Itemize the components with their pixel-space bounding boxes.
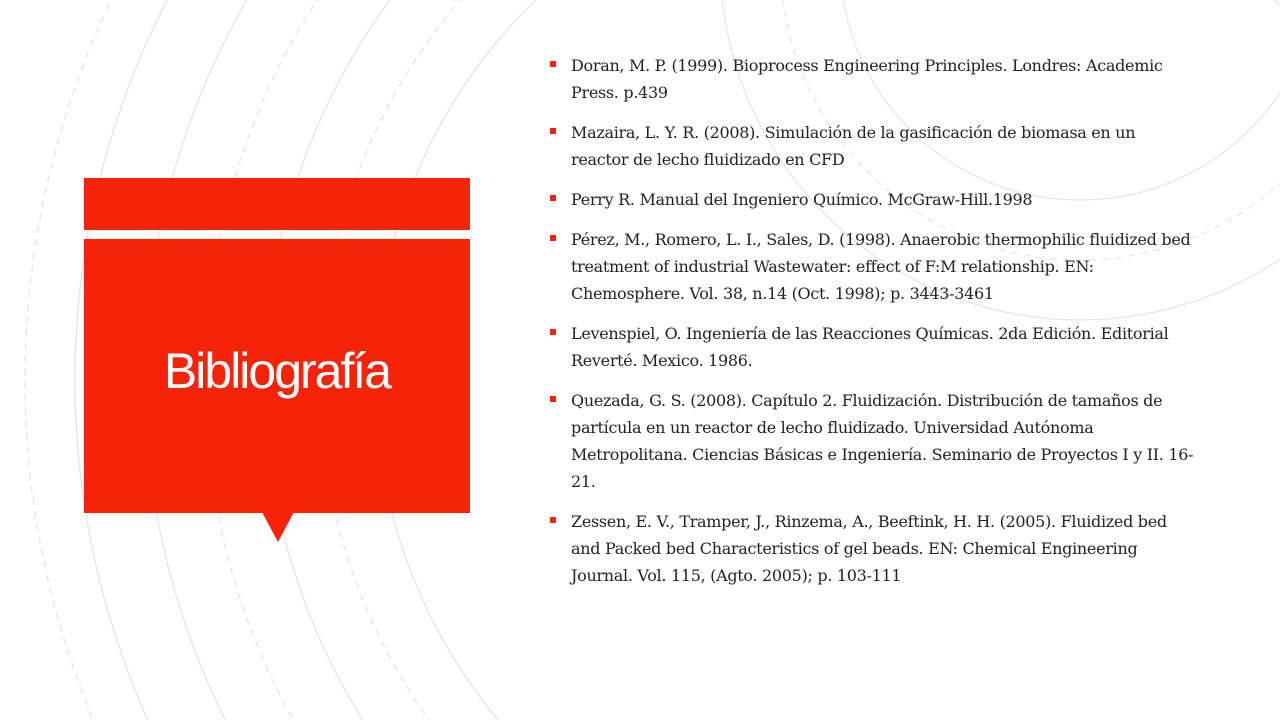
reference-item [548,320,1196,374]
reference-item [548,52,1196,106]
square-bullet-icon [550,128,556,134]
reference-list [548,52,1196,602]
square-bullet-icon [550,61,556,67]
slide-title: Bibliografía [163,343,391,399]
square-bullet-icon [550,195,556,201]
reference-text: Quezada, G. S. (2008). Capítulo 2. Fluidización. Distribución de tamaños de partícula en un reactor de lecho fluidizado. Universidad Autónoma Metropolitana. Ciencias Básicas e Ingeniería. Seminario de Proyectos I y II. 16-21. [571,391,1194,491]
reference-item [548,226,1196,307]
square-bullet-icon [550,329,556,335]
reference-item [548,387,1196,495]
accent-bar [84,178,470,230]
title-panel-pointer [262,512,294,542]
square-bullet-icon [550,396,556,402]
reference-item [548,508,1196,589]
reference-text: Doran, M. P. (1999). Bioprocess Engineering Principles. Londres: Academic Press. p.439 [571,56,1163,102]
square-bullet-icon [550,235,556,241]
reference-item [548,119,1196,173]
reference-text: Mazaira, L. Y. R. (2008). Simulación de la gasificación de biomasa en un reactor de lecho fluidizado en CFD [571,123,1136,169]
reference-text: Perry R. Manual del Ingeniero Químico. McGraw-Hill.1998 [571,190,1033,209]
reference-text: Levenspiel, O. Ingeniería de las Reacciones Químicas. 2da Edición. Editorial Reverté. Mexico. 1986. [571,324,1169,370]
reference-item [548,186,1196,213]
square-bullet-icon [550,517,556,523]
reference-text: Zessen, E. V., Tramper, J., Rinzema, A., Beeftink, H. H. (2005). Fluidized bed and Packed bed Characteristics of gel beads. EN: Chemical Engineering Journal. Vol. 115, (Agto. 2005); p. 103-111 [571,512,1167,585]
reference-text: Pérez, M., Romero, L. I., Sales, D. (1998). Anaerobic thermophilic fluidized bed treatment of industrial Wastewater: effect of F:M relationship. EN: Chemosphere. Vol. 38, n.14 (Oct. 1998); p. 3443-3461 [571,230,1191,303]
